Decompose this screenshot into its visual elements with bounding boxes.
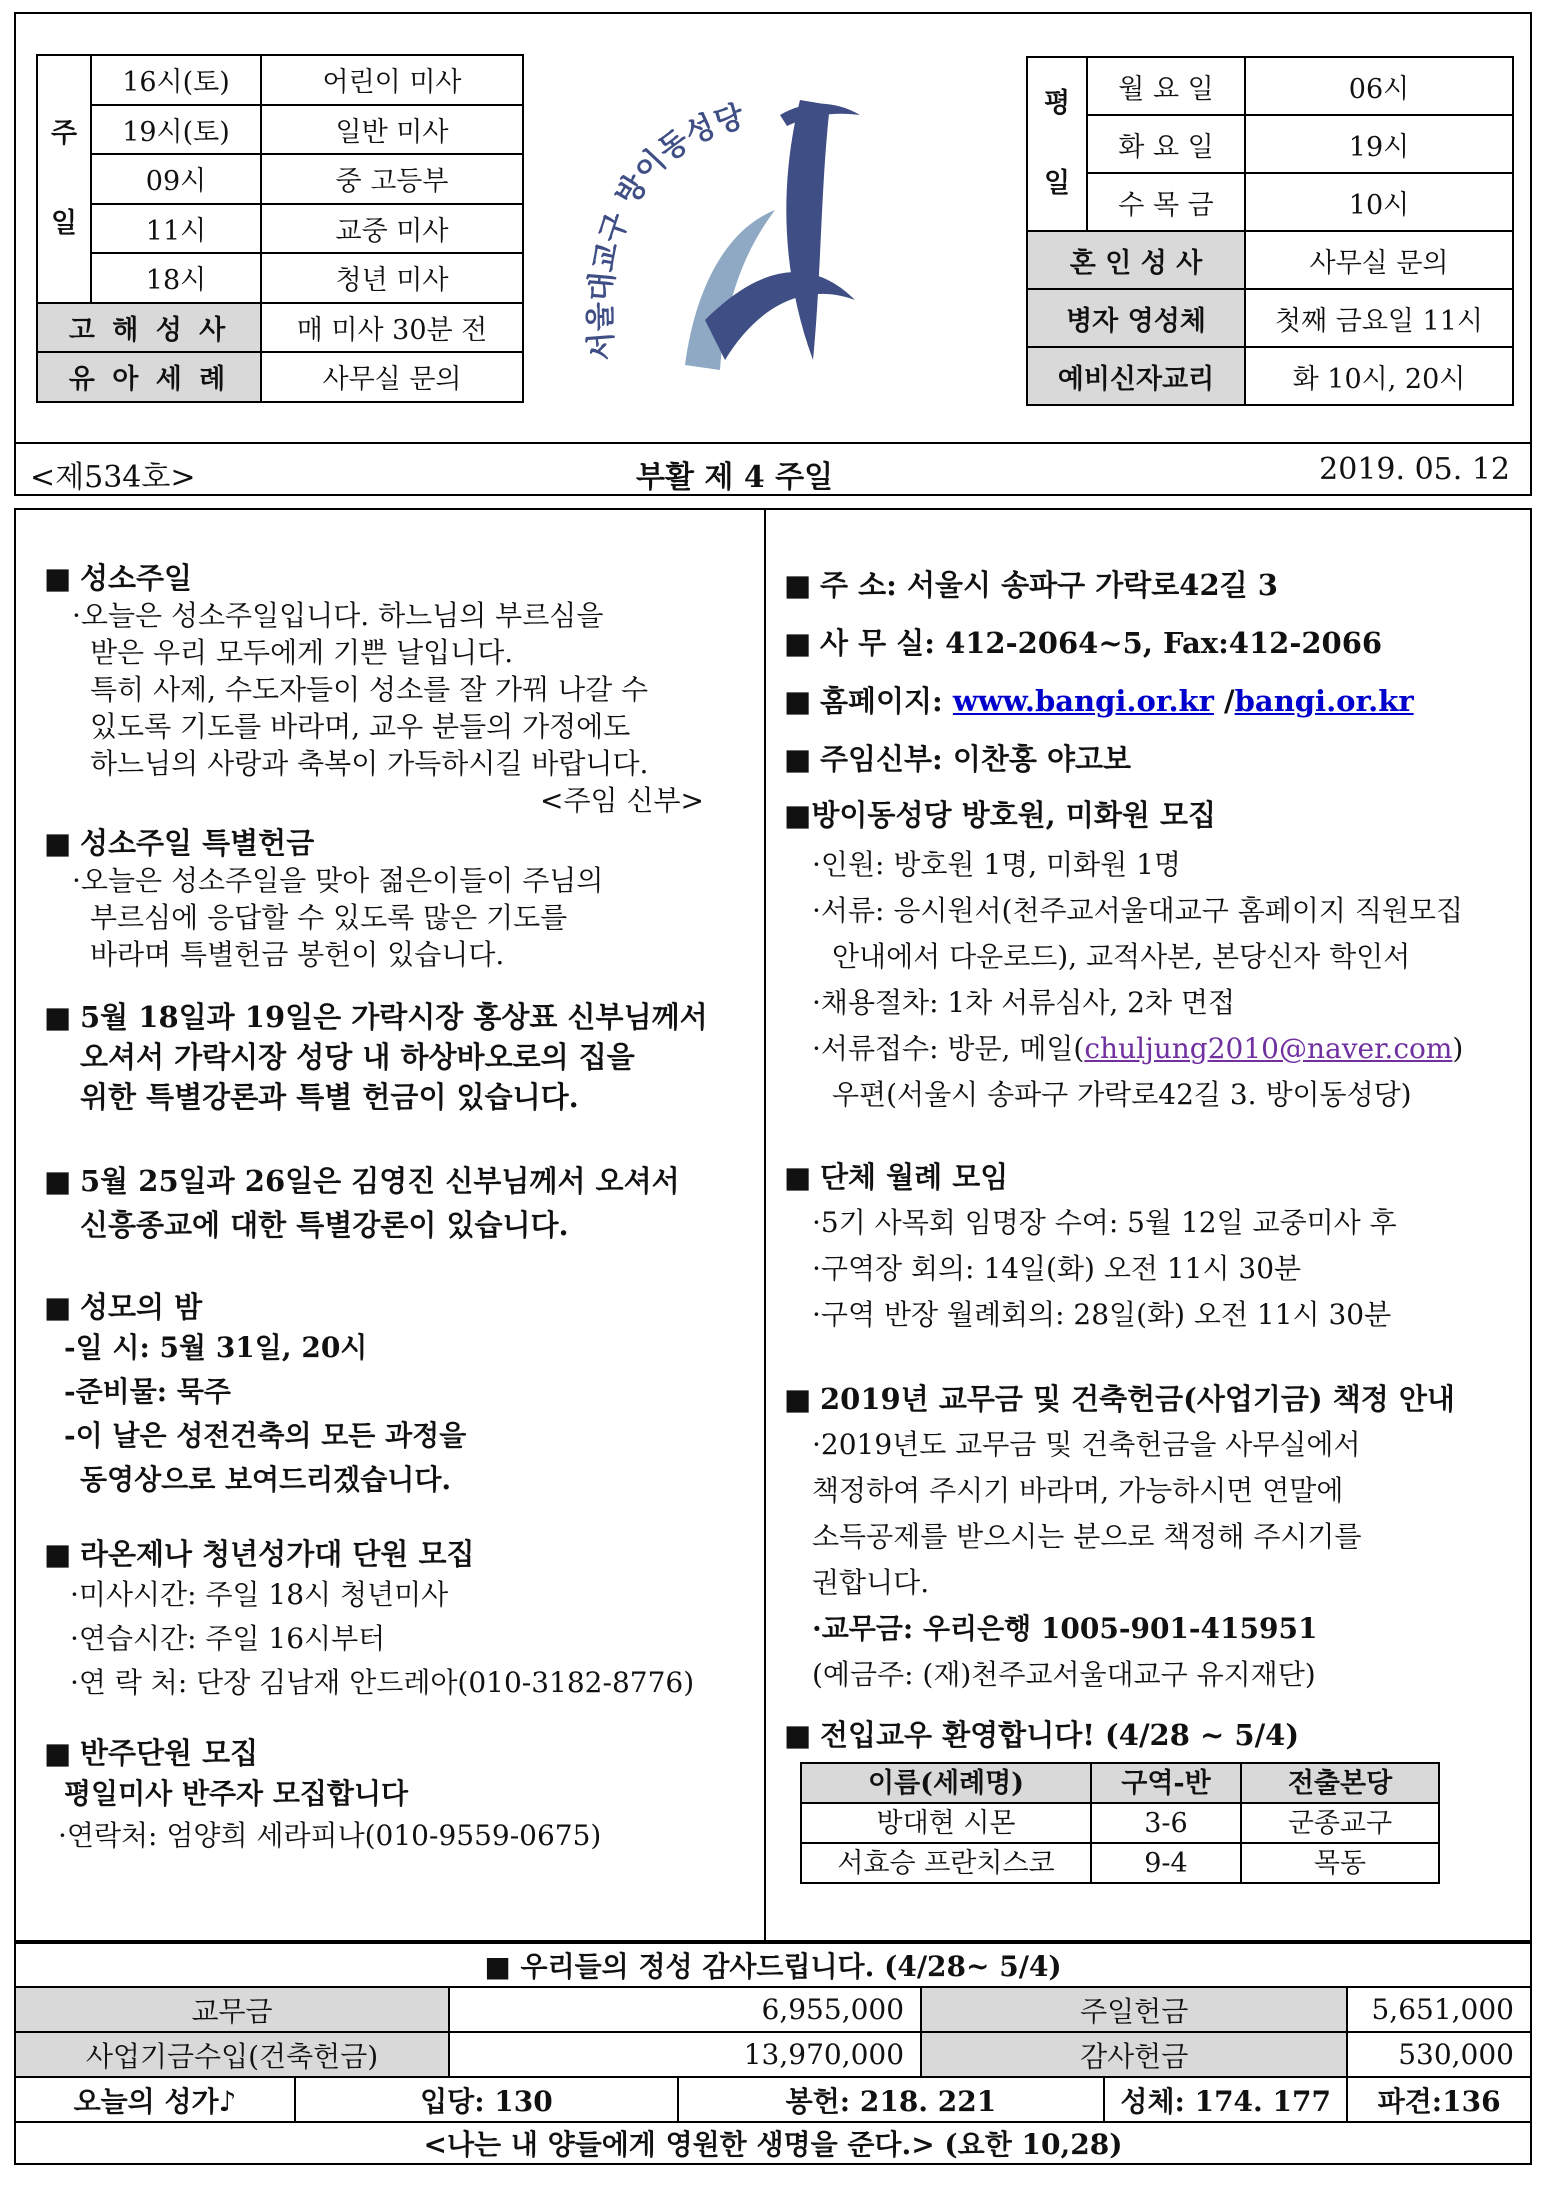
sunday-side-label: 주 일 [37,55,91,303]
weekday-side-label: 평 일 [1027,57,1087,231]
address-row: ■ 주 소: 서울시 송파구 가락로42길 3 [784,568,1278,602]
section-welcome: ■ 전입교우 환영합니다! (4/28 ~ 5/4) [784,1718,1300,1752]
email-link[interactable]: chuljung2010@naver.com [1084,1032,1453,1065]
weekday-day: 월 요 일 [1087,57,1245,115]
hymn-label: 오늘의 성가♪ [15,2077,295,2122]
text-line: -이 날은 성전건축의 모든 과정을 [64,1419,467,1452]
table-header: 이름(세례명) [801,1763,1091,1803]
text-line: ·미사시간: 주일 18시 청년미사 [70,1578,449,1611]
text-line: ·서류: 응시원서(천주교서울대교구 홈페이지 직원모집 [812,894,1464,927]
infant-baptism-label: 유 아 세 례 [37,352,261,402]
mass-time: 11시 [91,204,261,254]
text-line: ·구역 반장 월례회의: 28일(화) 오전 11시 30분 [812,1298,1392,1331]
marriage-value: 사무실 문의 [1245,231,1513,289]
text-line: 우편(서울시 송파구 가락로42길 3. 방이동성당) [832,1078,1412,1111]
section-accompanist: ■ 반주단원 모집 [44,1736,259,1770]
dues-label: 교무금 [15,1987,449,2032]
infant-baptism-value: 사무실 문의 [261,352,523,402]
text-line: 권합니다. [812,1566,930,1599]
text-line: ·5기 사목회 임명장 수여: 5월 12일 교중미사 후 [812,1206,1397,1239]
text-line: ·인원: 방호원 1명, 미화원 1명 [812,848,1181,881]
thanks-offering-value: 530,000 [1347,2032,1531,2077]
section-youth-choir: ■ 라온제나 청년성가대 단원 모집 [44,1537,475,1571]
sick-communion-value: 첫째 금요일 11시 [1245,289,1513,347]
weekday-time: 06시 [1245,57,1513,115]
section-recruit: ■방이동성당 방호원, 미화원 모집 [784,798,1216,832]
hymn-communion: 성체: 174. 177 [1104,2077,1347,2122]
text-line: 부르심에 응답할 수 있도록 많은 기도를 [90,901,568,934]
text-line: ·구역장 회의: 14일(화) 오전 11시 30분 [812,1252,1302,1285]
sunday-offering-label: 주일헌금 [921,1987,1347,2032]
text-line: -준비물: 묵주 [64,1375,231,1408]
text-line: 하느님의 사랑과 축복이 가득하시길 바랍니다. [90,747,649,780]
table-row [801,1843,1439,1883]
pastor-row: ■ 주임신부: 이찬홍 야고보 [784,742,1132,776]
newcomer-parish: 군종교구 [1241,1803,1439,1843]
newcomer-district: 9-4 [1091,1843,1241,1883]
sick-communion-label: 병자 영성체 [1027,289,1245,347]
hymn-dismissal: 파견:136 [1347,2077,1531,2122]
mass-name: 청년 미사 [261,253,523,303]
newcomer-name: 서효승 프란치스코 [801,1843,1091,1883]
offering-footer [14,1942,1532,2165]
newcomer-parish: 목동 [1241,1843,1439,1883]
column-divider [764,508,766,1942]
account-line: ·교무금: 우리은행 1005-901-415951 [812,1612,1318,1645]
confession-label: 고 해 성 사 [37,303,261,353]
table-header: 구역-반 [1091,1763,1241,1803]
text-line: ·연습시간: 주일 16시부터 [70,1622,386,1655]
bible-quote: <나는 내 양들에게 영원한 생명을 준다.> (요한 10,28) [15,2122,1531,2164]
weekday-time: 10시 [1245,173,1513,231]
right-column [784,556,1524,1884]
newcomer-table [800,1762,1440,1884]
weekday-day: 화 요 일 [1087,115,1245,173]
mass-name: 중 고등부 [261,154,523,204]
mass-time: 18시 [91,253,261,303]
text-line: ·오늘은 성소주일을 맞아 젊은이들이 주님의 [72,864,604,897]
mass-time: 09시 [91,154,261,204]
building-fund-label: 사업기금수입(건축헌금) [15,2032,449,2077]
confession-value: 매 미사 30분 전 [261,303,523,353]
section-vocation-sunday: ■ 성소주일 [44,561,193,595]
pastor-sign: <주임 신부> [540,784,705,817]
table-row [801,1803,1439,1843]
mass-time: 16시(토) [91,55,261,105]
parish-logo [575,60,875,380]
text-line: ·연락처: 엄양희 세라피나(010-9559-0675) [58,1819,602,1852]
text-line: ·2019년도 교무금 및 건축헌금을 사무실에서 [812,1428,1361,1461]
text-line: 특히 사제, 수도자들이 성소를 잘 가꿔 나갈 수 [90,673,649,706]
text-line: ·서류접수: 방문, 메일(chuljung2010@naver.com) [812,1032,1464,1065]
left-column [44,560,754,1856]
office-row: ■ 사 무 실: 412-2064~5, Fax:412-2066 [784,626,1383,660]
text-line: -일 시: 5월 31일, 20시 [64,1331,368,1364]
offering-table [14,1942,1532,2165]
section-vocation-collection: ■ 성소주일 특별헌금 [44,826,315,860]
issue-number: <제534호> [30,460,196,495]
section-group-meetings: ■ 단체 월례 모임 [784,1160,1009,1194]
sunday-offering-value: 5,651,000 [1347,1987,1531,2032]
homepage-link-short[interactable]: bangi.or.kr [1234,684,1414,718]
mass-name: 일반 미사 [261,105,523,155]
section-special-homily-1: ■ 5월 18일과 19일은 가락시장 홍상표 신부님께서 오셔서 가락시장 성당 내 하상바오로의 집을 위한 특별강론과 특별 헌금이 있습니다. [44,1000,708,1114]
text-line: (예금주: (재)천주교서울대교구 유지재단) [812,1658,1316,1691]
table-header: 전출본당 [1241,1763,1439,1803]
text-line: ·연 락 처: 단장 김남재 안드레아(010-3182-8776) [70,1666,695,1699]
weekday-day: 수 목 금 [1087,173,1245,231]
hymn-offertory: 봉헌: 218. 221 [678,2077,1104,2122]
issue-title: 부활 제 4 주일 [636,460,834,495]
catechumen-label: 예비신자교리 [1027,347,1245,405]
dues-value: 6,955,000 [449,1987,921,2032]
logo-text: 서울대교구 방이동성당 [583,98,748,363]
section-marian-night: ■ 성모의 밤 [44,1290,203,1324]
mass-time: 19시(토) [91,105,261,155]
text-line: 안내에서 다운로드), 교적사본, 본당신자 학인서 [832,940,1411,973]
text-line: 바라며 특별헌금 봉헌이 있습니다. [90,938,505,971]
thanks-offering-label: 감사헌금 [921,2032,1347,2077]
marriage-label: 혼 인 성 사 [1027,231,1245,289]
mass-name: 어린이 미사 [261,55,523,105]
homepage-link[interactable]: www.bangi.or.kr [952,684,1214,718]
newcomer-name: 방대현 시몬 [801,1803,1091,1843]
issue-bar [14,444,1532,496]
homepage-row: ■ 홈페이지: www.bangi.or.kr /bangi.or.kr [784,684,1414,718]
text-line: 있도록 기도를 바라며, 교우 분들의 가정에도 [90,710,631,743]
weekday-mass-table [1026,56,1514,406]
text-line: 받은 우리 모두에게 기쁜 날입니다. [90,636,514,669]
accompanist-sub: 평일미사 반주자 모집합니다 [64,1777,409,1810]
text-line: ·오늘은 성소주일입니다. 하느님의 부르심을 [72,599,604,632]
building-fund-value: 13,970,000 [449,2032,921,2077]
hymn-entrance: 입당: 130 [295,2077,678,2122]
sunday-mass-table [36,54,524,403]
issue-date: 2019. 05. 12 [1319,452,1510,487]
weekday-time: 19시 [1245,115,1513,173]
text-line: 동영상으로 보여드리겠습니다. [80,1463,452,1496]
text-line: 소득공제를 받으시는 분으로 책정해 주시기를 [812,1520,1362,1553]
mass-name: 교중 미사 [261,204,523,254]
catechumen-value: 화 10시, 20시 [1245,347,1513,405]
text-line: ·채용절차: 1차 서류심사, 2차 면접 [812,986,1236,1019]
section-special-homily-2: ■ 5월 25일과 26일은 김영진 신부님께서 오셔서 신흥종교에 대한 특별강론이 있습니다. [44,1164,680,1242]
newcomer-district: 3-6 [1091,1803,1241,1843]
section-dues: ■ 2019년 교무금 및 건축헌금(사업기금) 책정 안내 [784,1382,1455,1416]
thanks-header: ■ 우리들의 정성 감사드립니다. (4/28~ 5/4) [15,1943,1531,1987]
text-line: 책정하여 주시기 바라며, 가능하시면 연말에 [812,1474,1344,1507]
